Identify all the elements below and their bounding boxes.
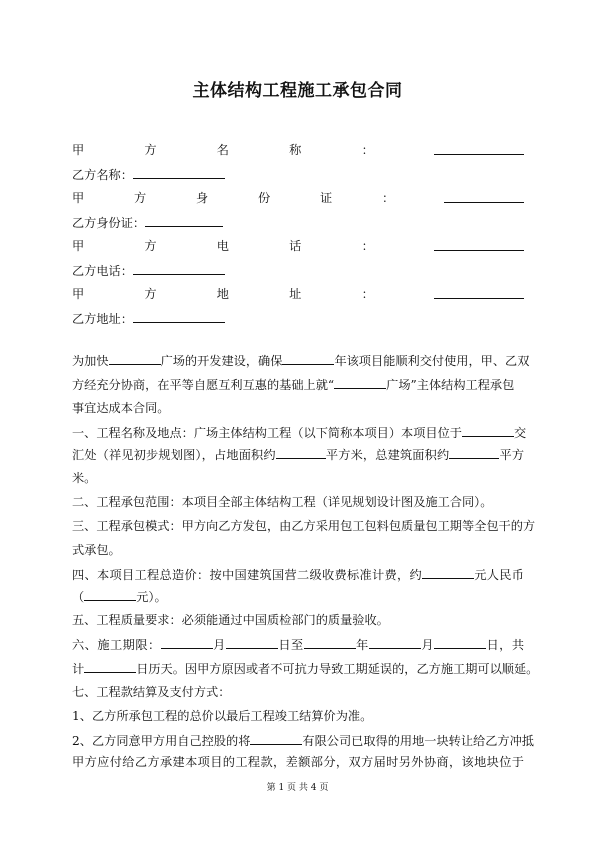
party-b-addr-label: 乙方地址： [72, 312, 133, 326]
text: 甲方应付给乙方承建本项目的工程款，差额部分，双方届时另外协商，该地块位于 [72, 755, 524, 769]
section-4-line [72, 566, 524, 583]
blank [250, 732, 302, 745]
party-b-phone-row [72, 262, 524, 279]
text: 式承包。 [72, 543, 121, 557]
text: 广场的开发建设，确保 [160, 354, 283, 368]
blank [304, 636, 356, 649]
party-b-name-blank [133, 166, 225, 179]
section-7-2-line [72, 732, 534, 749]
party-a-phone-row [72, 238, 524, 254]
section-7-line [72, 684, 524, 700]
blank [434, 636, 486, 649]
label-char: 电 [216, 239, 229, 253]
party-b-addr-blank [133, 310, 225, 323]
label-char: 甲 [72, 287, 85, 301]
text: 日历天。因甲方原因或者不可抗力导致工期延误的，乙方施工期可以顺延。 [136, 662, 539, 676]
text: 米。 [72, 471, 97, 485]
text: 元人民币 [474, 568, 524, 582]
label-char: ： [361, 287, 374, 301]
blank [462, 424, 514, 437]
blank [109, 352, 161, 365]
page-footer: 第 1 页 共 4 页 [266, 783, 329, 793]
document-title: 主体结构工程施工承包合同 [192, 81, 403, 101]
label-char: 方 [144, 143, 157, 157]
text: 2、乙方同意甲方用自己控股的将 [72, 734, 251, 748]
text: （ [72, 590, 85, 604]
party-a-phone-blank [434, 238, 524, 251]
text: 有限公司已取得的用地一块转让给乙方冲抵 [302, 734, 534, 748]
text: 为加快 [72, 354, 109, 368]
section-7-2-line [72, 754, 524, 770]
label-char: 称 [289, 143, 302, 157]
label-char: 方 [134, 191, 147, 205]
party-b-id-blank [145, 214, 223, 227]
section-2-line [72, 494, 524, 510]
party-b-phone-label: 乙方电话： [72, 264, 133, 278]
text: 五、工程质量要求：必须能通过中国质检部门的质量验收。 [72, 613, 389, 627]
label-char: ： [361, 143, 374, 157]
text: 七、工程款结算及支付方式： [72, 685, 231, 699]
party-a-addr-blank [434, 286, 524, 299]
party-b-name-label: 乙方名称： [72, 168, 133, 182]
text: 广场”主体结构工程承包 [386, 378, 515, 392]
label-char: 甲 [72, 239, 85, 253]
party-b-addr-row [72, 310, 524, 327]
party-a-name-blank [434, 142, 524, 155]
party-a-addr-row [72, 286, 524, 302]
section-1-line [72, 470, 524, 486]
text: 计 [72, 662, 85, 676]
text: 日至 [277, 638, 304, 652]
blank [449, 446, 499, 459]
blank [282, 352, 334, 365]
text: 月 [420, 638, 434, 652]
section-1-line [72, 424, 527, 441]
label-char: 地 [216, 287, 229, 301]
text: 汇处（祥见初步规划图），占地面积约 [72, 448, 276, 462]
text: 月 [212, 638, 226, 652]
text: 年该项目能顺利交付使用，甲、乙双 [334, 354, 530, 368]
blank [84, 660, 136, 673]
label-char: 份 [258, 191, 271, 205]
paragraph-line [72, 352, 530, 369]
section-6-line [72, 636, 524, 653]
party-a-id-blank [444, 190, 524, 203]
section-3-line [72, 542, 524, 558]
label-char: 证 [320, 191, 333, 205]
section-1-line [72, 446, 524, 463]
blank [369, 636, 421, 649]
party-b-name-row [72, 166, 524, 183]
party-b-id-row [72, 214, 524, 231]
blank [334, 376, 386, 389]
text: 六、施工期限： [72, 638, 161, 652]
text: 二、工程承包范围：本项目全部主体结构工程（详见规划设计图及施工合同）。 [72, 495, 493, 509]
blank [276, 446, 326, 459]
text: 日，共 [486, 638, 525, 652]
text: 事宜达成本合同。 [72, 401, 170, 415]
label-char: 话 [289, 239, 302, 253]
blank [422, 566, 474, 579]
label-char: 方 [144, 287, 157, 301]
paragraph-line [72, 376, 524, 393]
text: 平方 [499, 448, 525, 462]
label-char: 甲 [72, 191, 85, 205]
text: 年 [355, 638, 369, 652]
label-char: ： [382, 191, 395, 205]
section-5-line [72, 612, 524, 628]
label-char: 甲 [72, 143, 85, 157]
text: 1、乙方所承包工程的总价以最后工程竣工结算价为准。 [72, 709, 373, 723]
label-char: 名 [216, 143, 229, 157]
party-a-id-row [72, 190, 524, 206]
section-4-line [72, 588, 524, 605]
section-6-line [72, 660, 539, 677]
text: 方经充分协商，在平等自愿互利互惠的基础上就“ [72, 378, 335, 392]
blank [84, 588, 136, 601]
party-b-phone-blank [133, 262, 225, 275]
party-b-id-label: 乙方身份证： [72, 216, 146, 230]
blank [161, 636, 213, 649]
label-char: ： [361, 239, 374, 253]
text: 平方米，总建筑面积约 [325, 448, 450, 462]
text: 交 [514, 426, 527, 440]
text: 三、工程承包模式：甲方向乙方发包，由乙方采用包工包料包质量包工期等全包干的方 [72, 519, 536, 533]
label-char: 身 [196, 191, 209, 205]
label-char: 址 [289, 287, 302, 301]
text: 一、工程名称及地点：广场主体结构工程（以下简称本项目）本项目位于 [72, 426, 462, 440]
paragraph-line [72, 400, 524, 416]
party-a-name-row [72, 142, 524, 158]
blank [226, 636, 278, 649]
text: 元）。 [136, 590, 167, 604]
section-3-line [72, 518, 536, 534]
section-7-1-line [72, 708, 524, 724]
text: 四、本项目工程总造价：按中国建筑国营二级收费标准计费，约 [72, 568, 422, 582]
label-char: 方 [144, 239, 157, 253]
